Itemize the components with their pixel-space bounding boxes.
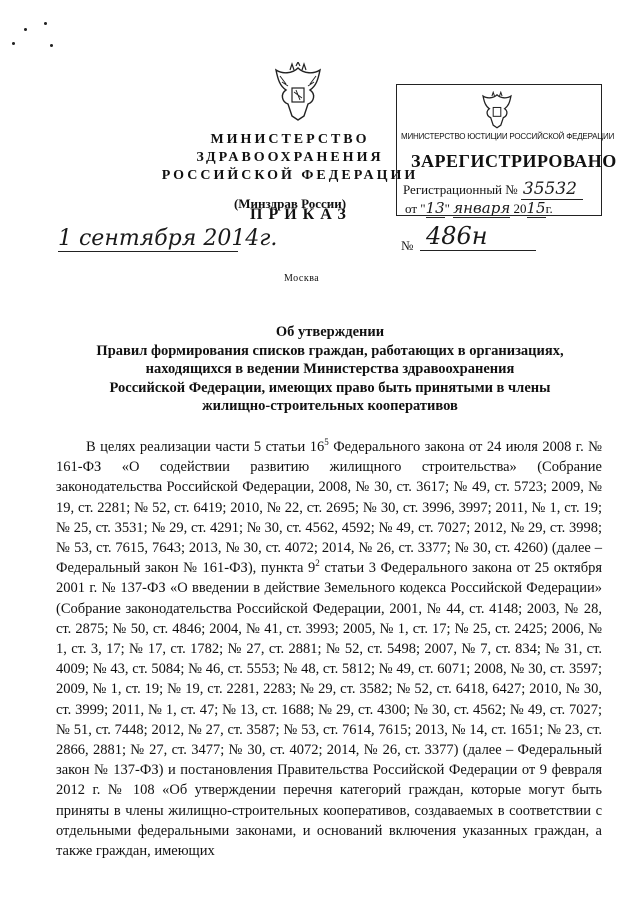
superscript: 5 (324, 437, 329, 448)
regdate-prefix: от " (405, 201, 426, 216)
regdate-mid: " (444, 201, 450, 216)
order-number: 486н (420, 222, 536, 251)
title-line: Российской Федерации, имеющих право быть принятыми в члены (109, 379, 551, 396)
regdate-year-prefix: 20 (513, 201, 527, 216)
order-heading: ПРИКАЗ (250, 206, 352, 223)
document-body (56, 437, 602, 861)
order-number-sign: № (401, 238, 414, 253)
regdate-year: 15 (526, 199, 546, 217)
stamp-registration-number (403, 179, 583, 199)
stamp-ministry-name: МИНИСТЕРСТВО ЮСТИЦИИ РОССИЙСКОЙ ФЕДЕРАЦИИ (401, 132, 615, 141)
body-text-part: Федерального закона от 24 июля 2008 г. № 161-ФЗ «О содействии развитию жилищного строительства» (Собрание законодательства Российской Федерации, 2008, № 30, ст. 3617; № 49, ст. 5723; 2009, № 19, ст. 2281; № 52, ст. 6419; 2010, № 22, ст. 2695; № 30, ст. 3996, 3997; 2011, № 1, ст. 19; № 25, ст. 3531; № 29, ст. 4291; № 30, ст. 4562, 4592; № 49, ст. 7027; 2012, № 29, ст. 3998; № 53, ст. 7615, 7643; 2013, № 30, ст. 4072; 2014, № 26, ст. 3377; № 30, ст. 4260) (далее – Федеральный закон № 161-ФЗ), пункта 9 (56, 439, 602, 577)
scan-speck (44, 22, 47, 25)
ministry-header (150, 131, 430, 213)
ministry-name-line2: РОССИЙСКОЙ ФЕДЕРАЦИИ (161, 168, 419, 183)
regdate-suffix: г. (545, 201, 553, 216)
superscript: 2 (315, 558, 320, 569)
justice-emblem-icon (479, 91, 515, 129)
order-city: Москва (284, 273, 320, 284)
scan-speck (24, 28, 27, 31)
scan-speck (12, 42, 15, 45)
stamp-registered-label: ЗАРЕГИСТРИРОВАНО (411, 151, 617, 171)
regdate-month: января (453, 199, 511, 217)
order-date: 1 сентября 2014г. (58, 226, 278, 251)
regnum-value: 35532 (521, 179, 583, 200)
ministry-short-name: (Минздрав России) (233, 196, 347, 211)
stamp-registration-date (405, 199, 553, 217)
regnum-label: Регистрационный № (403, 182, 518, 197)
body-text-part: статьи 3 Федерального закона от 25 октября 2001 г. № 137-ФЗ «О введении в действие Земельного кодекса Российской Федерации» (Собрание законодательства Российской Федерации, 2001, № 44, ст. 4148; 2003, № 28, ст. 2875; № 50, ст. 4846; 2004, № 41, ст. 3993; 2005, № 1, ст. 17; № 25, ст. 2425; 2006, № 1, ст. 3, 17; № 17, ст. 1782; № 27, ст. 2881; № 52, ст. 5498; 2007, № 7, ст. 834; № 31, ст. 4009; № 43, ст. 5084; № 46, ст. 5553; № 48, ст. 5812; № 49, ст. 6071; 2008, № 30, ст. 3597; 2009, № 1, ст. 19; № 19, ст. 2281, 2283; № 29, ст. 3582; № 52, ст. 6418, 6427; 2010, № 30, ст. 3999; 2011, № 1, ст. 47; № 13, ст. 1688; № 29, ст. 4300; № 30, ст. 4562; № 49, ст. 7027; № 51, ст. 7448; 2012, № 27, ст. 3587; № 53, ст. 7614, 7615; 2013, № 14, ст. 1651; № 23, ст. 2866, 2881; № 27, ст. 3477; № 30, ст. 4072; 2014, № 26, ст. 3377) (далее – Федеральный закон № 137-ФЗ) и постановления Правительства Российской Федерации от 9 февраля 2012 г. № 108 «Об утверждении перечня категорий граждан, которые могут быть приняты в члены жилищно-строительных кооперативов, создаваемых в соответствии с отдельными федеральными законами, и оснований включения указанных граждан, а также граждан, имеющих (56, 560, 602, 860)
regdate-day: 13 (425, 199, 445, 217)
body-text-part: В целях реализации части 5 статьи 16 (86, 439, 325, 455)
document-title (60, 323, 600, 416)
title-line: жилищно-строительных кооперативов (202, 398, 458, 414)
body-paragraph (56, 437, 602, 861)
ministry-emblem-icon (270, 62, 326, 122)
scan-speck (50, 44, 53, 47)
registration-stamp (396, 84, 617, 217)
ministry-name-line1: МИНИСТЕРСТВО ЗДРАВООХРАНЕНИЯ (196, 132, 384, 165)
title-line: находящихся в ведении Министерства здравоохранения (145, 361, 515, 377)
title-line: Правил формирования списков граждан, работающих в организациях, (96, 342, 564, 359)
title-line: Об утверждении (275, 324, 385, 340)
